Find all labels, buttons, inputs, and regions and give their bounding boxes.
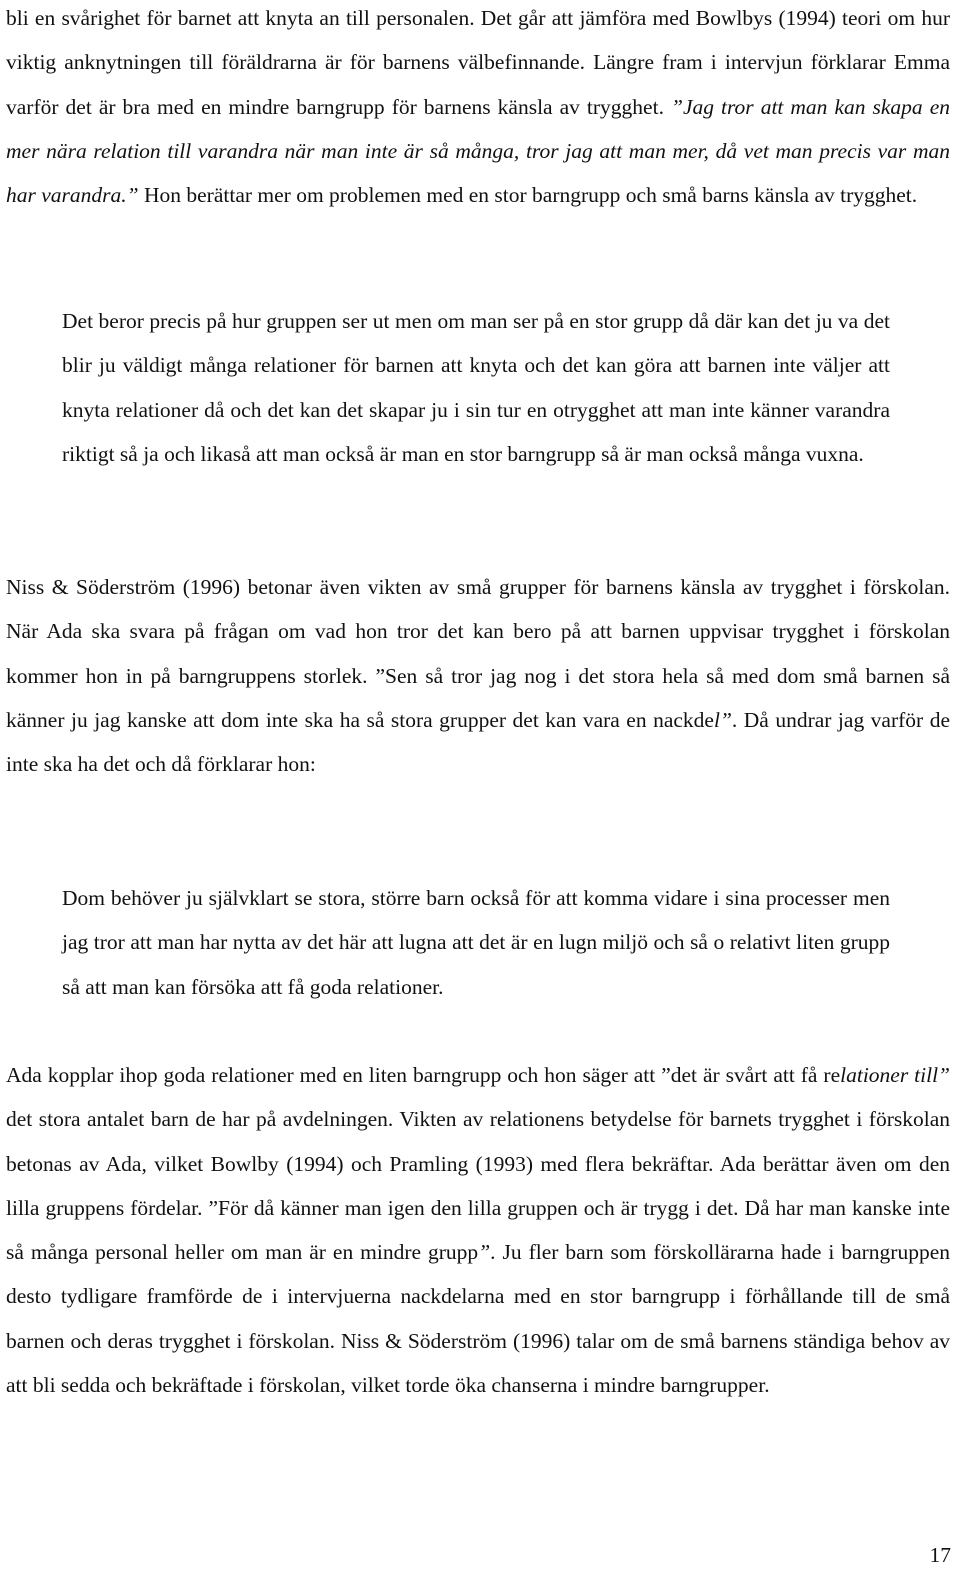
paragraph-3-italic-fragment-1: lationer till” — [840, 1063, 951, 1087]
block-quote-2: Dom behöver ju självklart se stora, större barn också för att komma vidare i sina processer men jag tror att man har nytta av det här att lugna att det är en lugn miljö och så o relativt liten grupp så att man kan försöka att få goda relationer. — [62, 886, 890, 999]
paragraph-2-text-end: . Då undrar jag varför de inte ska ha det och då förklarar hon: — [6, 707, 950, 777]
paragraph-3-text: Ada kopplar ihop goda relationer med en liten barngrupp och hon säger att ”det är svårt att få re — [6, 1063, 841, 1087]
body-paragraph-3 — [6, 1053, 950, 1407]
page-number: 17 — [929, 1543, 951, 1567]
paragraph-2-text: Niss & Söderström (1996) betonar även vikten av små grupper för barnens känsla av trygghet i förskolan. När Ada ska svara på frågan om vad hon tror det kan bero på att barnen uppvisar trygghet i förskolan kommer hon in på barngruppens storlek. ”Sen så tror jag nog i det stora hela så med dom små barnen så känner ju jag kanske att dom inte ska ha så stora grupper det kan vara en nackde — [6, 575, 950, 732]
paragraph-1-interview-quote: ”Jag tror att man kan skapa en mer nära relation till varandra när man inte är så många, tror jag att man mer, då vet man precis var man har varandra.” — [6, 94, 950, 208]
paragraph-1-text-end: Hon berättar mer om problemen med en stor barngrupp och små barns känsla av trygghet. — [138, 183, 918, 208]
paragraph-2-italic-fragment: l” — [713, 707, 732, 732]
paragraph-1-text: bli en svårighet för barnet att knyta an till personalen. Det går att jämföra med Bowlbys (1994) teori om hur viktig anknytningen till föräldrarna är för barnens välbefinnande. Längre fram i intervjun förklarar Emma varför det är bra med en mindre barngrupp för barnens känsla av trygghet. — [6, 6, 950, 119]
body-paragraph-2 — [6, 565, 950, 786]
body-paragraph-1 — [6, 0, 950, 217]
block-quote-1: Det beror precis på hur gruppen ser ut men om man ser på en stor grupp då där kan det ju va det blir ju väldigt många relationer för barnen att knyta och det kan göra att barnen inte väljer att knyta relationer då och det kan det skapar ju i sin tur en otrygghet att man inte känner varandra riktigt så ja och likaså att man också är man en stor barngrupp så är man också många vuxna. — [62, 309, 890, 466]
paragraph-3-text-middle: det stora antalet barn de har på avdelningen. Vikten av relationens betydelse för barnets trygghet i förskolan betonas av Ada, vilket Bowlby (1994) och Pramling (1993) med flera bekräftar. Ada berättar även om den lilla gruppens fördelar. ”För då känner man igen den lilla gruppen och är trygg i det. Då har man kanske inte så många personal heller om man är en mindre grupp — [6, 1107, 950, 1265]
paragraph-3-text-end: . Ju fler barn som förskollärarna hade i barngruppen desto tydligare framförde de i intervjuerna nackdelarna med en stor barngrupp i förhållande till de små barnen och deras trygghet i förskolan. Niss & Söderström (1996) talar om de små barnens ständiga behov av att bli sedda och bekräftade i förskolan, vilket torde öka chanserna i mindre barngrupper. — [6, 1240, 950, 1398]
paragraph-3-italic-fragment-2: ” — [478, 1240, 491, 1265]
